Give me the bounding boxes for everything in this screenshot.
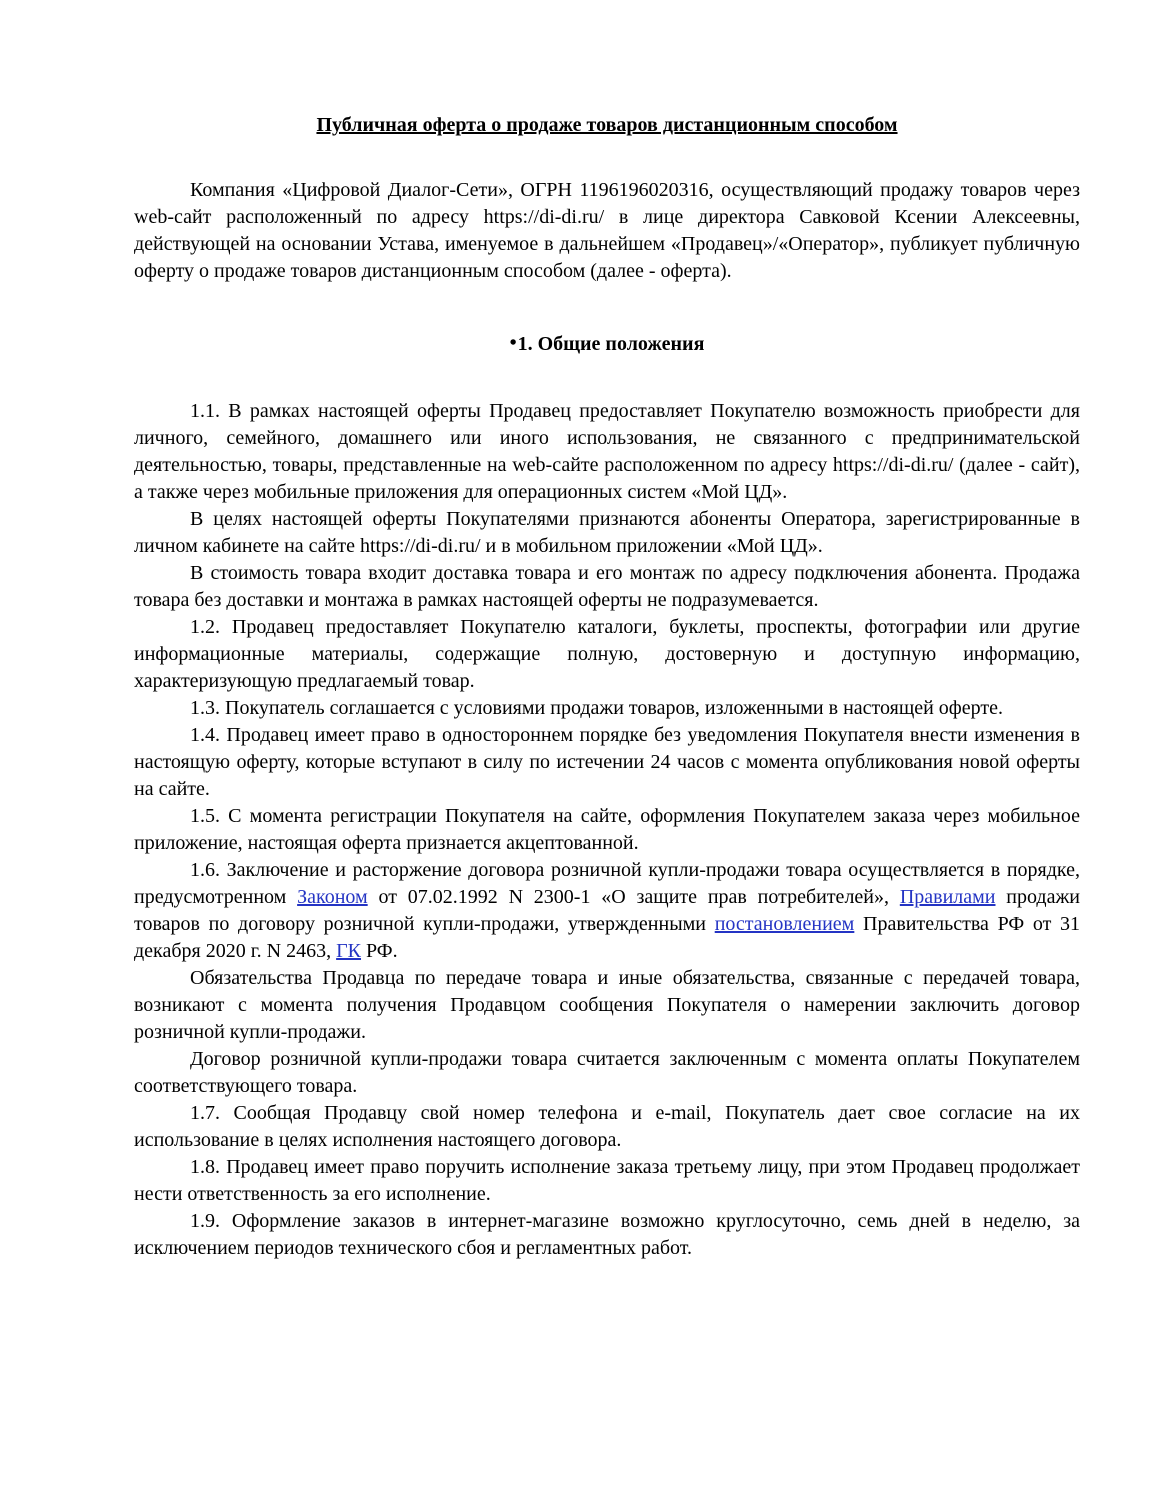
paragraph-1-6-contract-conclusion: Договор розничной купли-продажи товара считается заключенным с момента оплаты Покупателем соответствующего товара.: [134, 1048, 1080, 1097]
link-civil-code[interactable]: ГК: [336, 940, 362, 962]
paragraph-1-3: 1.3. Покупатель соглашается с условиями продажи товаров, изложенными в настоящей оферте.: [190, 697, 1003, 719]
paragraph-1-6-text: РФ.: [361, 940, 398, 962]
link-law-consumer-protection[interactable]: Законом: [297, 886, 368, 908]
document-title: Публичная оферта о продаже товаров дистанционным способом: [316, 114, 898, 136]
heading-bullet-icon: •: [509, 332, 517, 354]
paragraph-1-6-text: продажи товаров по договору розничной купли-продажи, утвержденными: [134, 886, 1081, 935]
paragraph-1-6-text: от 07.02.1992 N 2300-1 «О защите прав потребителей»,: [367, 886, 900, 908]
link-government-decree[interactable]: постановлением: [714, 913, 855, 935]
paragraph-1-6-text: Правительства РФ от 31 декабря 2020 г. N 2463,: [134, 913, 1080, 962]
paragraph-1-4: 1.4. Продавец имеет право в одностороннем порядке без уведомления Покупателя внести изменения в настоящую оферту, которые вступают в силу по истечении 24 часов с момента опубликования новой оферты на сайте.: [134, 724, 1080, 800]
paragraph-1-7: 1.7. Сообщая Продавцу свой номер телефона и e-mail, Покупатель дает свое согласие на их использование в целях исполнения настоящего договора.: [134, 1102, 1080, 1151]
paragraph-1-2: 1.2. Продавец предоставляет Покупателю каталоги, буклеты, проспекты, фотографии или другие информационные материалы, содержащие полную, достоверную и доступную информацию, характеризующую предлагаемый товар.: [134, 616, 1080, 692]
paragraph-1-5: 1.5. С момента регистрации Покупателя на сайте, оформления Покупателем заказа через мобильное приложение, настоящая оферта признается акцептованной.: [134, 805, 1080, 854]
paragraph-1-8: 1.8. Продавец имеет право поручить исполнение заказа третьему лицу, при этом Продавец продолжает нести ответственность за его исполнение.: [134, 1156, 1080, 1205]
paragraph-1-6-obligations: Обязательства Продавца по передаче товара и иные обязательства, связанные с передачей товара, возникают с момента получения Продавцом сообщения Покупателя о намерении заключить договор розничной купли-продажи.: [134, 967, 1080, 1043]
section-1-heading-text: 1. Общие положения: [517, 333, 705, 355]
paragraph-1-1-subscribers: В целях настоящей оферты Покупателями признаются абоненты Оператора, зарегистрированные в личном кабинете на сайте https://di-di.ru/ и в мобильном приложении «Мой ЦД».: [134, 508, 1080, 557]
paragraph-1-6: [134, 857, 1080, 965]
paragraph-1-1: 1.1. В рамках настоящей оферты Продавец предоставляет Покупателю возможность приобрести для личного, семейного, домашнего или иного использования, не связанного с предпринимательской деятельностью, товары, представленные на web-сайте расположенном по адресу https://di-di.ru/ (далее - сайт), а также через мобильные приложения для операционных систем «Мой ЦД».: [134, 400, 1080, 503]
paragraph-1-6-text: 1.6. Заключение и расторжение договора розничной купли-продажи товара осуществляется в порядке, предусмотренном: [134, 859, 1080, 908]
paragraph-1-1-delivery: В стоимость товара входит доставка товара и его монтаж по адресу подключения абонента. Продажа товара без доставки и монтажа в рамках настоящей оферты не подразумевается.: [134, 562, 1080, 611]
intro-paragraph: Компания «Цифровой Диалог-Сети», ОГРН 1196196020316, осуществляющий продажу товаров через web-сайт расположенный по адресу https://di-di.ru/ в лице директора Савковой Ксении Алексеевны, действующей на основании Устава, именуемое в дальнейшем «Продавец»/«Оператор», публикует публичную оферту о продаже товаров дистанционным способом (далее - оферта).: [134, 179, 1080, 282]
link-rules-of-sale[interactable]: Правилами: [899, 886, 996, 908]
paragraph-1-9: 1.9. Оформление заказов в интернет-магазине возможно круглосуточно, семь дней в неделю, за исключением периодов технического сбоя и регламентных работ.: [134, 1210, 1080, 1259]
section-1-heading: [134, 331, 1080, 358]
